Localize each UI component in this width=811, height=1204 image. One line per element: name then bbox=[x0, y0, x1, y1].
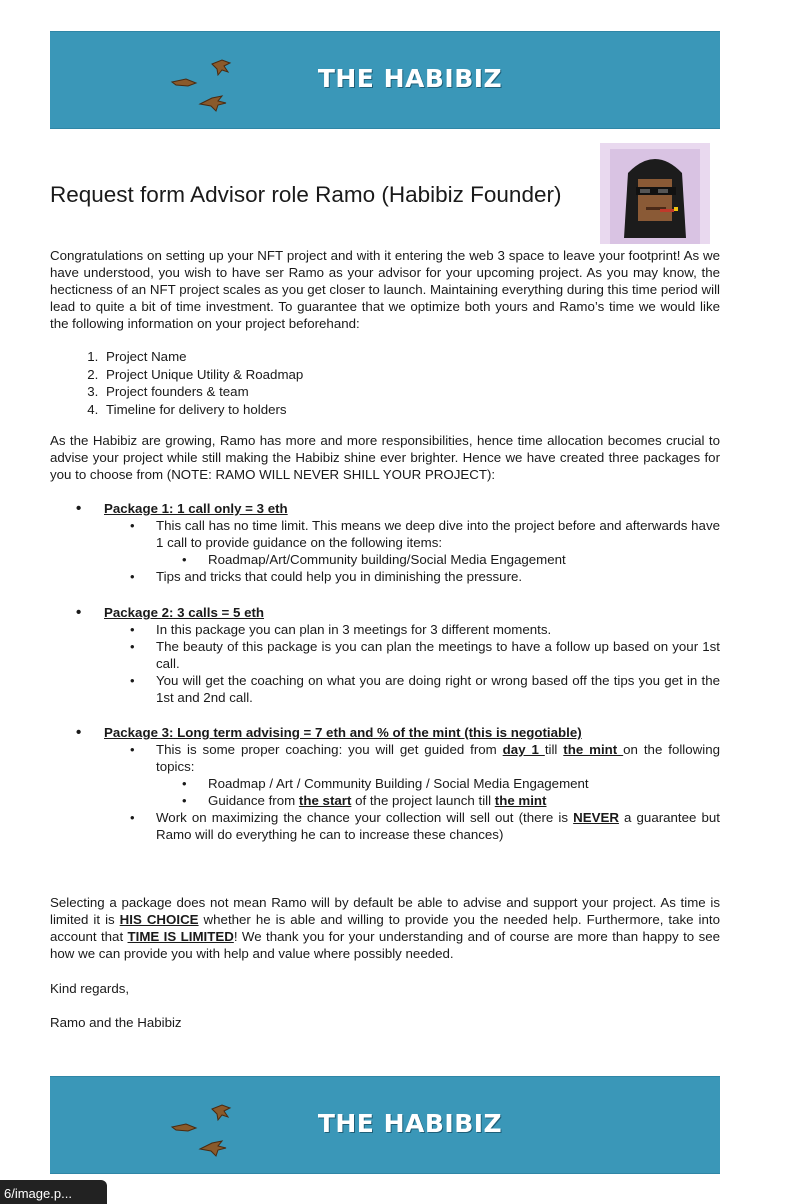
header-banner bbox=[50, 31, 720, 129]
list-item: 1. Project Name bbox=[102, 348, 303, 366]
list-item: • This call has no time limit. This means we deep dive into the project before and afterwards have 1 call to provide guidance on the following items: bbox=[50, 517, 720, 551]
requirements-list bbox=[50, 348, 303, 418]
intro-paragraph: Congratulations on setting up your NFT project and with it entering the web 3 space to leave your footprint! As we have understood, you wish to have ser Ramo as your advisor for your upcoming project. As you may know, the hecticness of an NFT project scales as you get closer to launch. Maintaining everything during this time period will lead to quite a bit of time investment. To guarantee that we optimize both yours and Ramo’s time we would like the following information on your project beforehand: bbox=[50, 248, 720, 331]
kind-regards: Kind regards, bbox=[50, 981, 130, 996]
list-item: • Work on maximizing the chance your collection will sell out (there is NEVER a guarantee but Ramo will do everything he can to increase these chances) bbox=[50, 809, 720, 843]
list-item: • The beauty of this package is you can plan the meetings to have a follow up based on your 1st call. bbox=[50, 638, 720, 672]
footer-banner bbox=[50, 1076, 720, 1174]
file-name-tab[interactable]: 6/image.p... bbox=[0, 1180, 107, 1204]
package-3 bbox=[50, 724, 720, 843]
list-item: • Guidance from the start of the project launch till the mint bbox=[50, 792, 720, 809]
ramo-avatar bbox=[600, 143, 710, 244]
list-item: 3. Project founders & team bbox=[102, 383, 303, 401]
footer-banner-title: THE HABIBIZ bbox=[317, 1109, 503, 1138]
signature: Ramo and the Habibiz bbox=[50, 1015, 182, 1030]
package-1 bbox=[50, 500, 720, 585]
closing-paragraph: Selecting a package does not mean Ramo will by default be able to advise and support your project. As time is limited it is HIS CHOICE whether he is able and willing to provide you the needed help. Furthermore, take into account that TIME IS LIMITED! We thank you for your understanding and of course are more than happy to see how we can provide you with help and value where possibly needed. bbox=[50, 895, 721, 961]
package-3-heading: • Package 3: Long term advising = 7 eth and % of the mint (this is negotiable) bbox=[50, 724, 720, 741]
package-2 bbox=[50, 604, 720, 706]
list-item: • Tips and tricks that could help you in diminishing the pressure. bbox=[50, 568, 720, 585]
list-item: • Roadmap / Art / Community Building / Social Media Engagement bbox=[50, 775, 720, 792]
list-item: • You will get the coaching on what you are doing right or wrong based off the tips you get in the 1st and 2nd call. bbox=[50, 672, 720, 706]
growing-paragraph: As the Habibiz are growing, Ramo has more and more responsibilities, hence time allocation becomes crucial to advise your project while still making the Habibiz shine ever brighter. Hence we have created three packages for you to choose from (NOTE: RAMO WILL NEVER SHILL YOUR PROJECT): bbox=[50, 433, 720, 482]
list-item: • Roadmap/Art/Community building/Social Media Engagement bbox=[50, 551, 720, 568]
list-item: • In this package you can plan in 3 meetings for 3 different moments. bbox=[50, 621, 720, 638]
list-item: 4. Timeline for delivery to holders bbox=[102, 401, 303, 419]
list-item: 2. Project Unique Utility & Roadmap bbox=[102, 366, 303, 384]
banner-title: THE HABIBIZ bbox=[317, 64, 503, 93]
package-2-heading: • Package 2: 3 calls = 5 eth bbox=[50, 604, 720, 621]
document-title: Request form Advisor role Ramo (Habibiz Founder) bbox=[50, 182, 562, 207]
list-item: • This is some proper coaching: you will get guided from day 1 till the mint on the following topics: bbox=[50, 741, 720, 775]
package-1-heading: • Package 1: 1 call only = 3 eth bbox=[50, 500, 720, 517]
